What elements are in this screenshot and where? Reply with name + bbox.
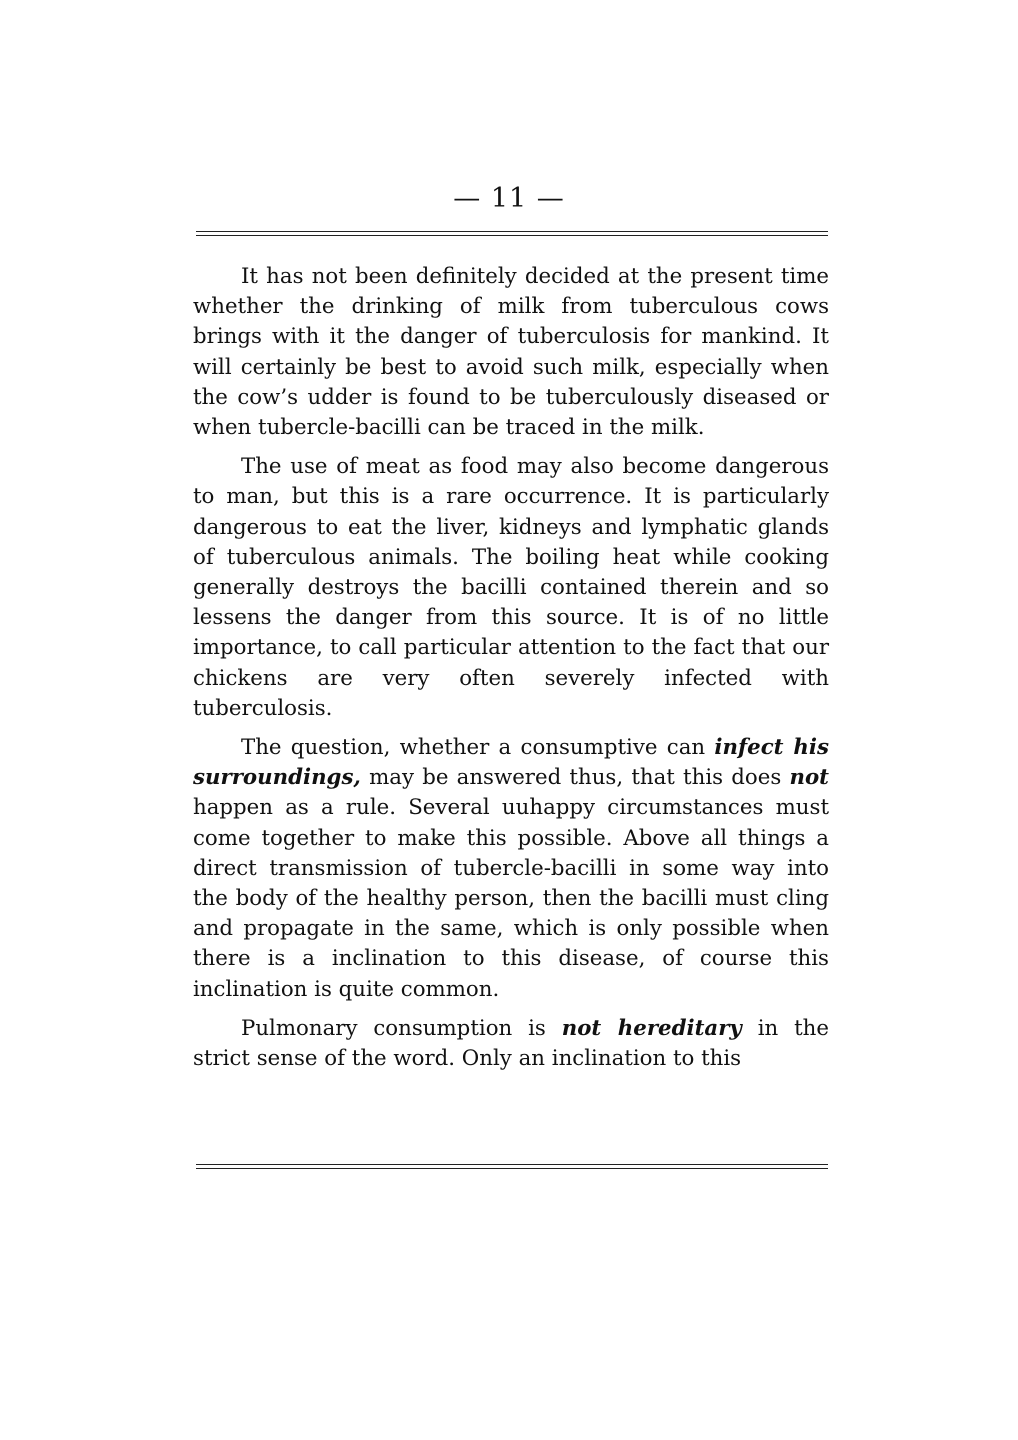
text-run: happen as a rule. Several uuhappy circumstances must come together to make this possible. Above all things a direct transmission of tubercle-bacilli in some way into the body of the healthy person, then the bacilli must cling and propagate in the same, which is only possible when there is a inclination to this disease, of course this inclination is quite common. <box>193 795 829 1002</box>
page-number: — 11 — <box>453 183 565 214</box>
body-text <box>193 262 829 1083</box>
footer-rule-line <box>196 1168 828 1169</box>
header-rule-line <box>196 231 828 232</box>
text-run: Pulmonary consumption is <box>241 1015 562 1041</box>
paragraph-milk: It has not been definitely decided at the present time whether the drinking of milk from tuberculous cows brings with it the danger of tuberculosis for mankind. It will certainly be best to avoid such milk, especially when the cow’s udder is found to be tuberculously diseased or when tubercle-bacilli can be traced in the milk. <box>193 264 829 441</box>
text-run: The question, whether a consumptive can <box>241 735 715 761</box>
paragraph-infection <box>193 733 829 1005</box>
paragraph-hereditary <box>193 1014 829 1074</box>
header-rule-line <box>196 235 828 236</box>
footer-rule-line <box>196 1164 828 1165</box>
footer-rule <box>196 1164 828 1169</box>
emphasis-infect: infect his surroundings, <box>193 735 829 791</box>
emphasis-not: not <box>789 765 829 791</box>
text-run: in the strict sense of the word. Only an inclination to this <box>193 1015 829 1072</box>
emphasis-not-hereditary: not hereditary <box>561 1015 742 1041</box>
header-rule <box>196 231 828 236</box>
text-run: may be answered thus, that this does <box>360 765 790 791</box>
paragraph-meat: The use of meat as food may also become dangerous to man, but this is a rare occurrence. It is particularly dangerous to eat the liver, kidneys and lymphatic glands of tuberculous animals. The boiling heat while cooking generally destroys the bacilli contained therein and so lessens the danger from this source. It is of no little importance, to call particular attention to the fact that our chickens are very often severely infected with tuberculosis. <box>193 454 829 721</box>
